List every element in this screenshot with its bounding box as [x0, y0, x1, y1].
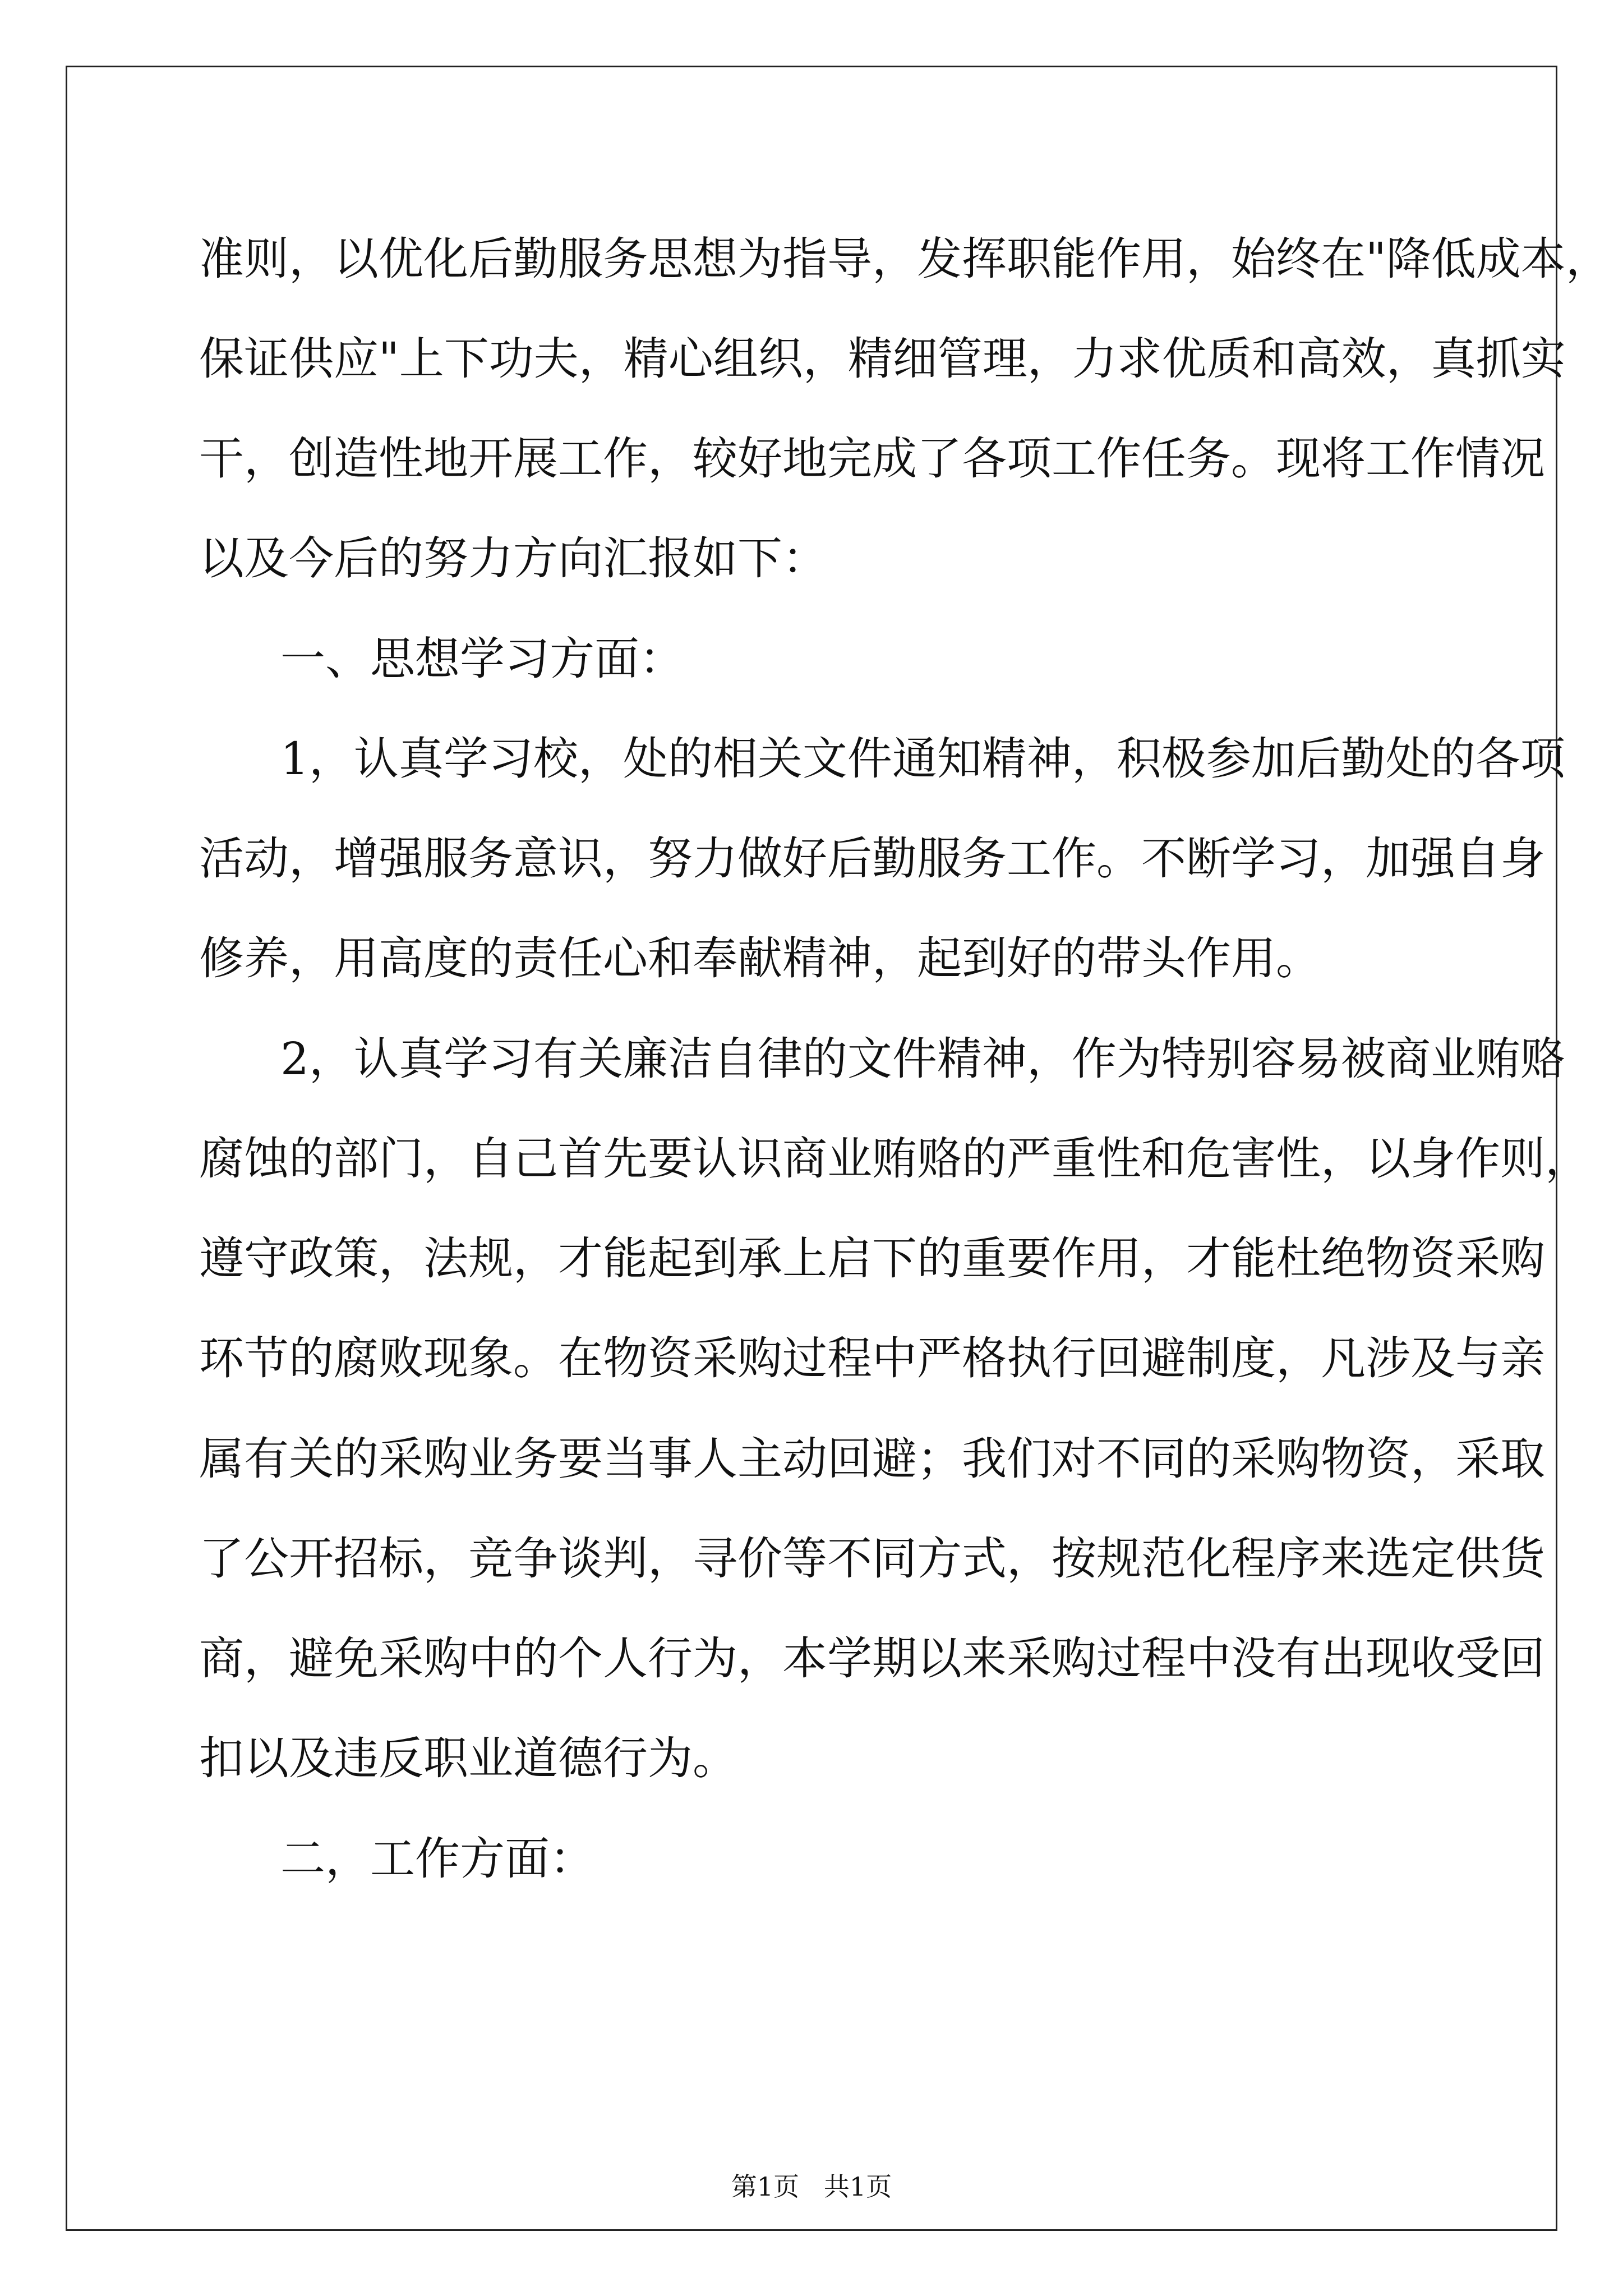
text-line-3: 干，创造性地开展工作，较好地完成了各项工作任务。现将工作情况 — [199, 432, 1545, 485]
paragraph-2-line-7: 商，避免采购中的个人行为，本学期以来采购过程中没有出现收受回 — [199, 1632, 1545, 1685]
paragraph-2-line-1: 2，认真学习有关廉洁自律的文件精神，作为特别容易被商业贿赂 — [280, 1033, 1565, 1085]
paragraph-2-line-2: 腐蚀的部门，自己首先要认识商业贿赂的严重性和危害性，以身作则， — [199, 1133, 1590, 1185]
section-heading-2: 二，工作方面： — [280, 1833, 594, 1885]
paragraph-2-line-3: 遵守政策，法规，才能起到承上启下的重要作用，才能杜绝物资采购 — [199, 1232, 1545, 1285]
text-line-2: 保证供应"上下功夫，精心组织，精细管理，力求优质和高效，真抓实 — [199, 333, 1566, 385]
paragraph-2-line-4: 环节的腐败现象。在物资采购过程中严格执行回避制度，凡涉及与亲 — [199, 1332, 1545, 1384]
paragraph-1-line-1: 1，认真学习校，处的相关文件通知精神，积极参加后勤处的各项 — [280, 733, 1565, 785]
page-number-footer: 第1页 共1页 — [731, 2171, 892, 2202]
text-line-4: 以及今后的努力方向汇报如下： — [199, 532, 827, 585]
paragraph-2-line-6: 了公开招标，竞争谈判，寻价等不同方式，按规范化程序来选定供货 — [199, 1533, 1545, 1585]
paragraph-2-line-8: 扣以及违反职业道德行为。 — [199, 1732, 737, 1784]
paragraph-1-line-2: 活动，增强服务意识，努力做好后勤服务工作。不断学习，加强自身 — [199, 832, 1545, 885]
section-heading-1: 一、思想学习方面： — [280, 633, 684, 685]
text-line-1: 准则，以优化后勤服务思想为指导，发挥职能作用，始终在"降低成本， — [199, 233, 1611, 285]
paragraph-2-line-5: 属有关的采购业务要当事人主动回避；我们对不同的采购物资，采取 — [199, 1433, 1545, 1485]
paragraph-1-line-3: 修养，用高度的责任心和奉献精神，起到好的带头作用。 — [199, 932, 1321, 984]
